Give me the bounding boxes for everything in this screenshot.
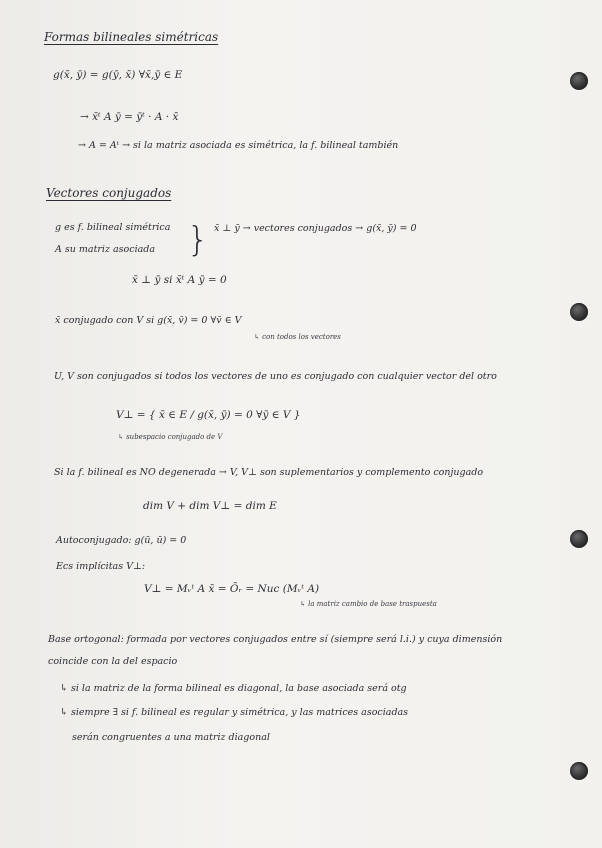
curly-brace-icon: } xyxy=(187,220,209,260)
orthogonal-complement-definition: V⊥ = { x̄ ∈ E / g(x̄, ȳ) = 0 ∀ȳ ∈ V } xyxy=(116,409,301,421)
orthogonality-condition: x̄ ⊥ ȳ si x̄ᵗ A ȳ = 0 xyxy=(132,274,227,286)
orthogonal-complement-note: ↳ subespacio conjugado de V xyxy=(118,433,223,441)
implication-transpose: → x̄ᵗ A ȳ = ȳᵗ · A · x̄ xyxy=(80,111,179,123)
conjugate-with-subspace: x̄ conjugado con V si g(x̄, v̄) = 0 ∀v̄ ∈ V xyxy=(55,315,242,326)
self-conjugate-definition: Autoconjugado: g(ū, ū) = 0 xyxy=(56,535,187,546)
non-degenerate-statement: Si la f. bilineal es NO degenerada → V, V⊥ son suplementarios y complemento conjugado xyxy=(54,467,484,478)
binder-hole xyxy=(570,762,588,780)
existence-note: ↳ siempre ∃ si f. bilineal es regular y simétrica, y las matrices asociadas xyxy=(60,707,409,718)
implicit-equations-formula: V⊥ = Mᵥᵗ A x̄ = Ōᵣ = Nuc (Mᵥᵗ A) xyxy=(144,583,320,595)
conjugate-subspaces-definition: U, V son conjugados si todos los vectores de uno es conjugado con cualquier vector del otro xyxy=(54,371,497,382)
heading-symmetric-bilinear-forms: Formas bilineales simétricas xyxy=(44,30,219,44)
heading-conjugate-vectors: Vectores conjugados xyxy=(46,186,172,200)
orthogonal-basis-definition-cont: coincide con la del espacio xyxy=(48,656,178,667)
conjugate-with-subspace-note: ↳ con todos los vectores xyxy=(254,333,341,341)
symmetry-definition: g(x̄, ȳ) = g(ȳ, x̄) ∀x̄,ȳ ∈ E xyxy=(53,69,183,81)
binder-hole xyxy=(570,303,588,321)
dimension-formula: dim V + dim V⊥ = dim E xyxy=(143,500,277,512)
conjugate-vectors-result: x̄ ⊥ ȳ → vectores conjugados → g(x̄, ȳ) = 0 xyxy=(214,223,417,234)
orthogonal-basis-definition: Base ortogonal: formada por vectores conjugados entre sí (siempre será l.i.) y cuya dimensión xyxy=(48,634,503,645)
condition-matrix: A su matriz asociada xyxy=(55,244,156,255)
binder-hole xyxy=(570,530,588,548)
binder-hole xyxy=(570,72,588,90)
implicit-equations-note: ↳ la matriz cambio de base traspuesta xyxy=(300,600,437,608)
condition-symmetric: g es f. bilineal simétrica xyxy=(55,222,171,233)
implication-symmetric-matrix: → A = Aᵗ → si la matriz asociada es simétrica, la f. bilineal también xyxy=(78,140,399,151)
implicit-equations-label: Ecs implícitas V⊥: xyxy=(56,561,146,572)
congruent-diagonal-note: serán congruentes a una matriz diagonal xyxy=(72,732,270,743)
diagonal-matrix-note: ↳ si la matriz de la forma bilineal es diagonal, la base asociada será otg xyxy=(60,683,407,694)
